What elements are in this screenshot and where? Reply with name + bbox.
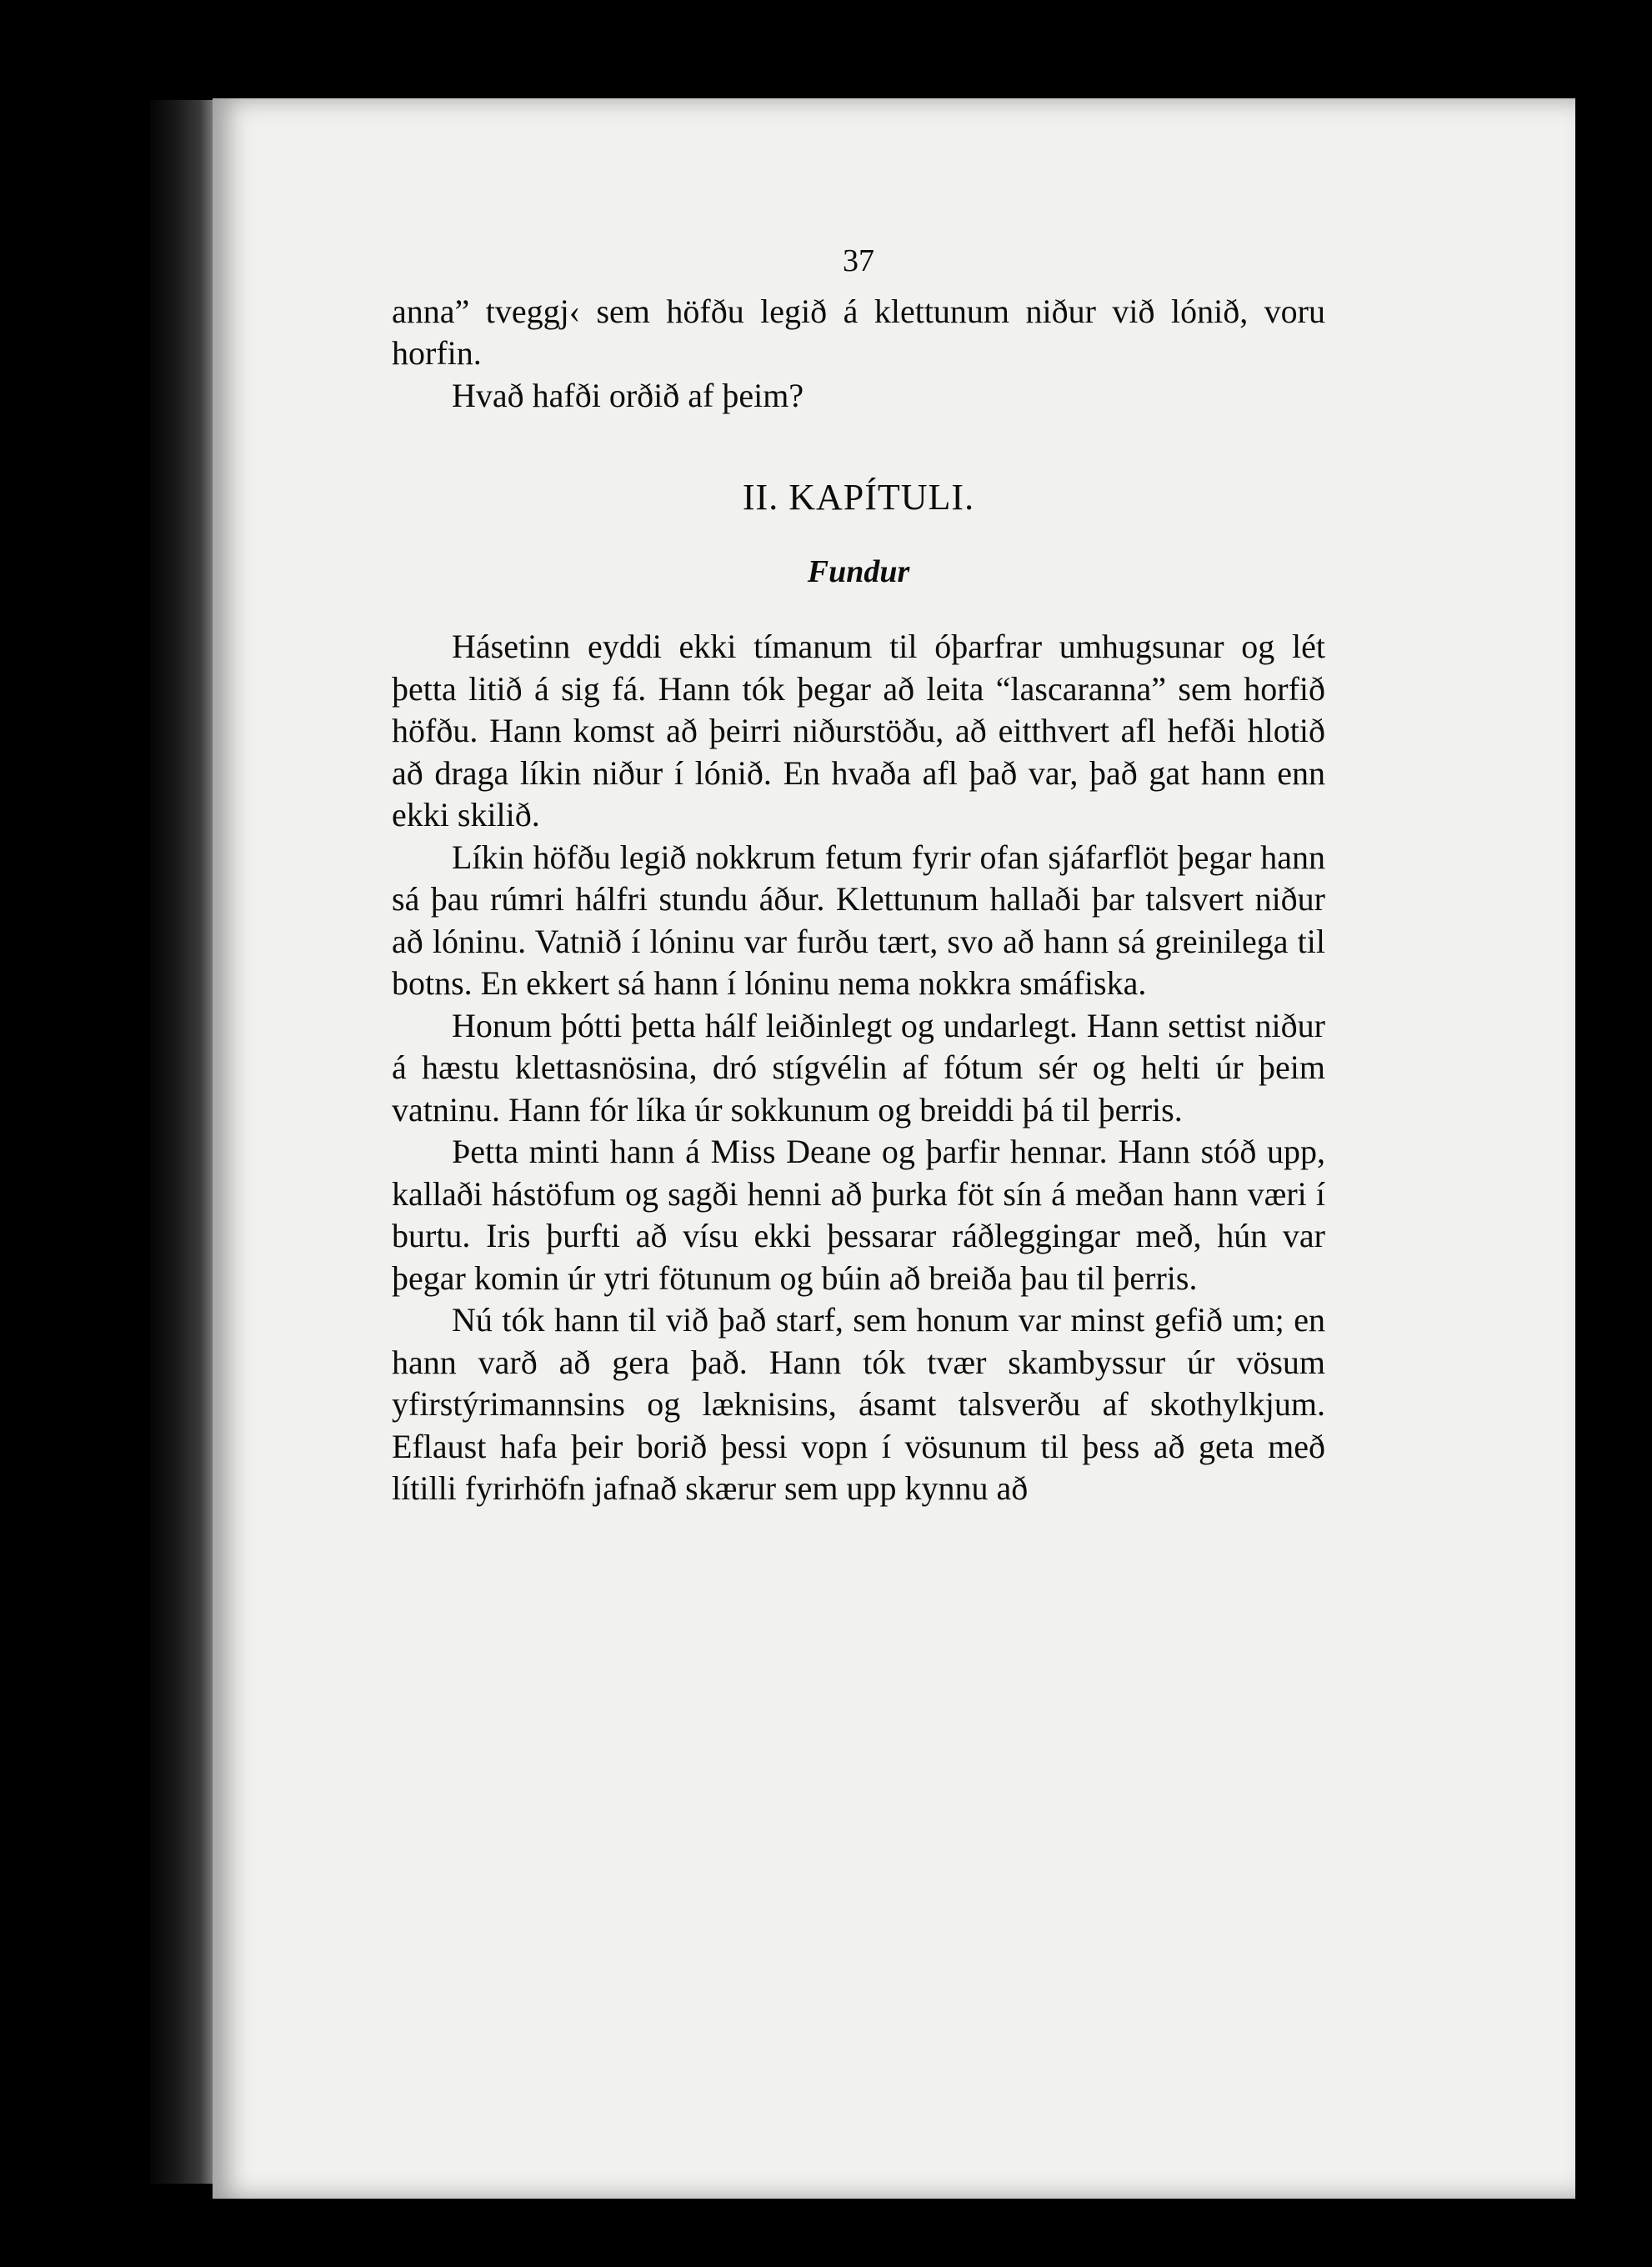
paragraph-5: Nú tók hann til við það starf, sem honum var minst gefið um; en hann varð að gera það. Hann tók tvær skambyssur úr vösum yfirstýrimannsins og læknisins, ásamt talsverðu af skothylkjum. Eflaust hafa þeir borið þessi vopn í vösunum til þess að geta með lítilli fyrirhöfn jafnað skærur sem upp kynnu að	[392, 1301, 1325, 1507]
chapter-subtitle: Fundur	[807, 553, 910, 589]
page-text-block	[392, 240, 1325, 1510]
chapter-heading: II. KAPÍTULI.	[742, 477, 975, 518]
book-spine	[150, 100, 217, 2184]
paragraph-1: Hásetinn eyddi ekki tímanum til óþarfrar umhugsunar og lét þetta litið á sig fá. Hann tók þegar að leita “lascaranna” sem horfið höfðu. Hann komst að þeirri niðurstöðu, að eitthvert afl hefði hlotið að draga líkin niður í lónið. En hvaða afl það var, það gat hann enn ekki skilið.	[392, 628, 1325, 833]
page-number: 37	[843, 243, 874, 278]
paragraph-2: Líkin höfðu legið nokkrum fetum fyrir ofan sjáfarflöt þegar hann sá þau rúmri hálfri stundu áður. Klettunum hallaði þar talsvert niður að lóninu. Vatnið í lóninu var furðu tært, svo að hann sá greinilega til botns. En ekkert sá hann í lóninu nema nokkra smáfiska.	[392, 838, 1325, 1002]
question-line: Hvað hafði orðið af þeim?	[452, 376, 804, 414]
paragraph-4: Þetta minti hann á Miss Deane og þarfir hennar. Hann stóð upp, kallaði hástöfum og sagði henni að þurka föt sín á meðan hann væri í burtu. Iris þurfti að vísu ekki þessarar ráðleggingar með, hún var þegar komin úr ytri fötunum og búin að breiða þau til þerris.	[392, 1133, 1325, 1297]
opening-lines: anna” tveggj‹ sem höfðu legið á klettunum niður við lónið, voru horfin.	[392, 292, 1325, 372]
book-page	[213, 98, 1575, 2199]
paragraph-3: Honum þótti þetta hálf leiðinlegt og undarlegt. Hann settist niður á hæstu klettasnösina, dró stígvélin af fótum sér og helti úr þeim vatninu. Hann fór líka úr sokkunum og breiddi þá til þerris.	[392, 1006, 1325, 1128]
